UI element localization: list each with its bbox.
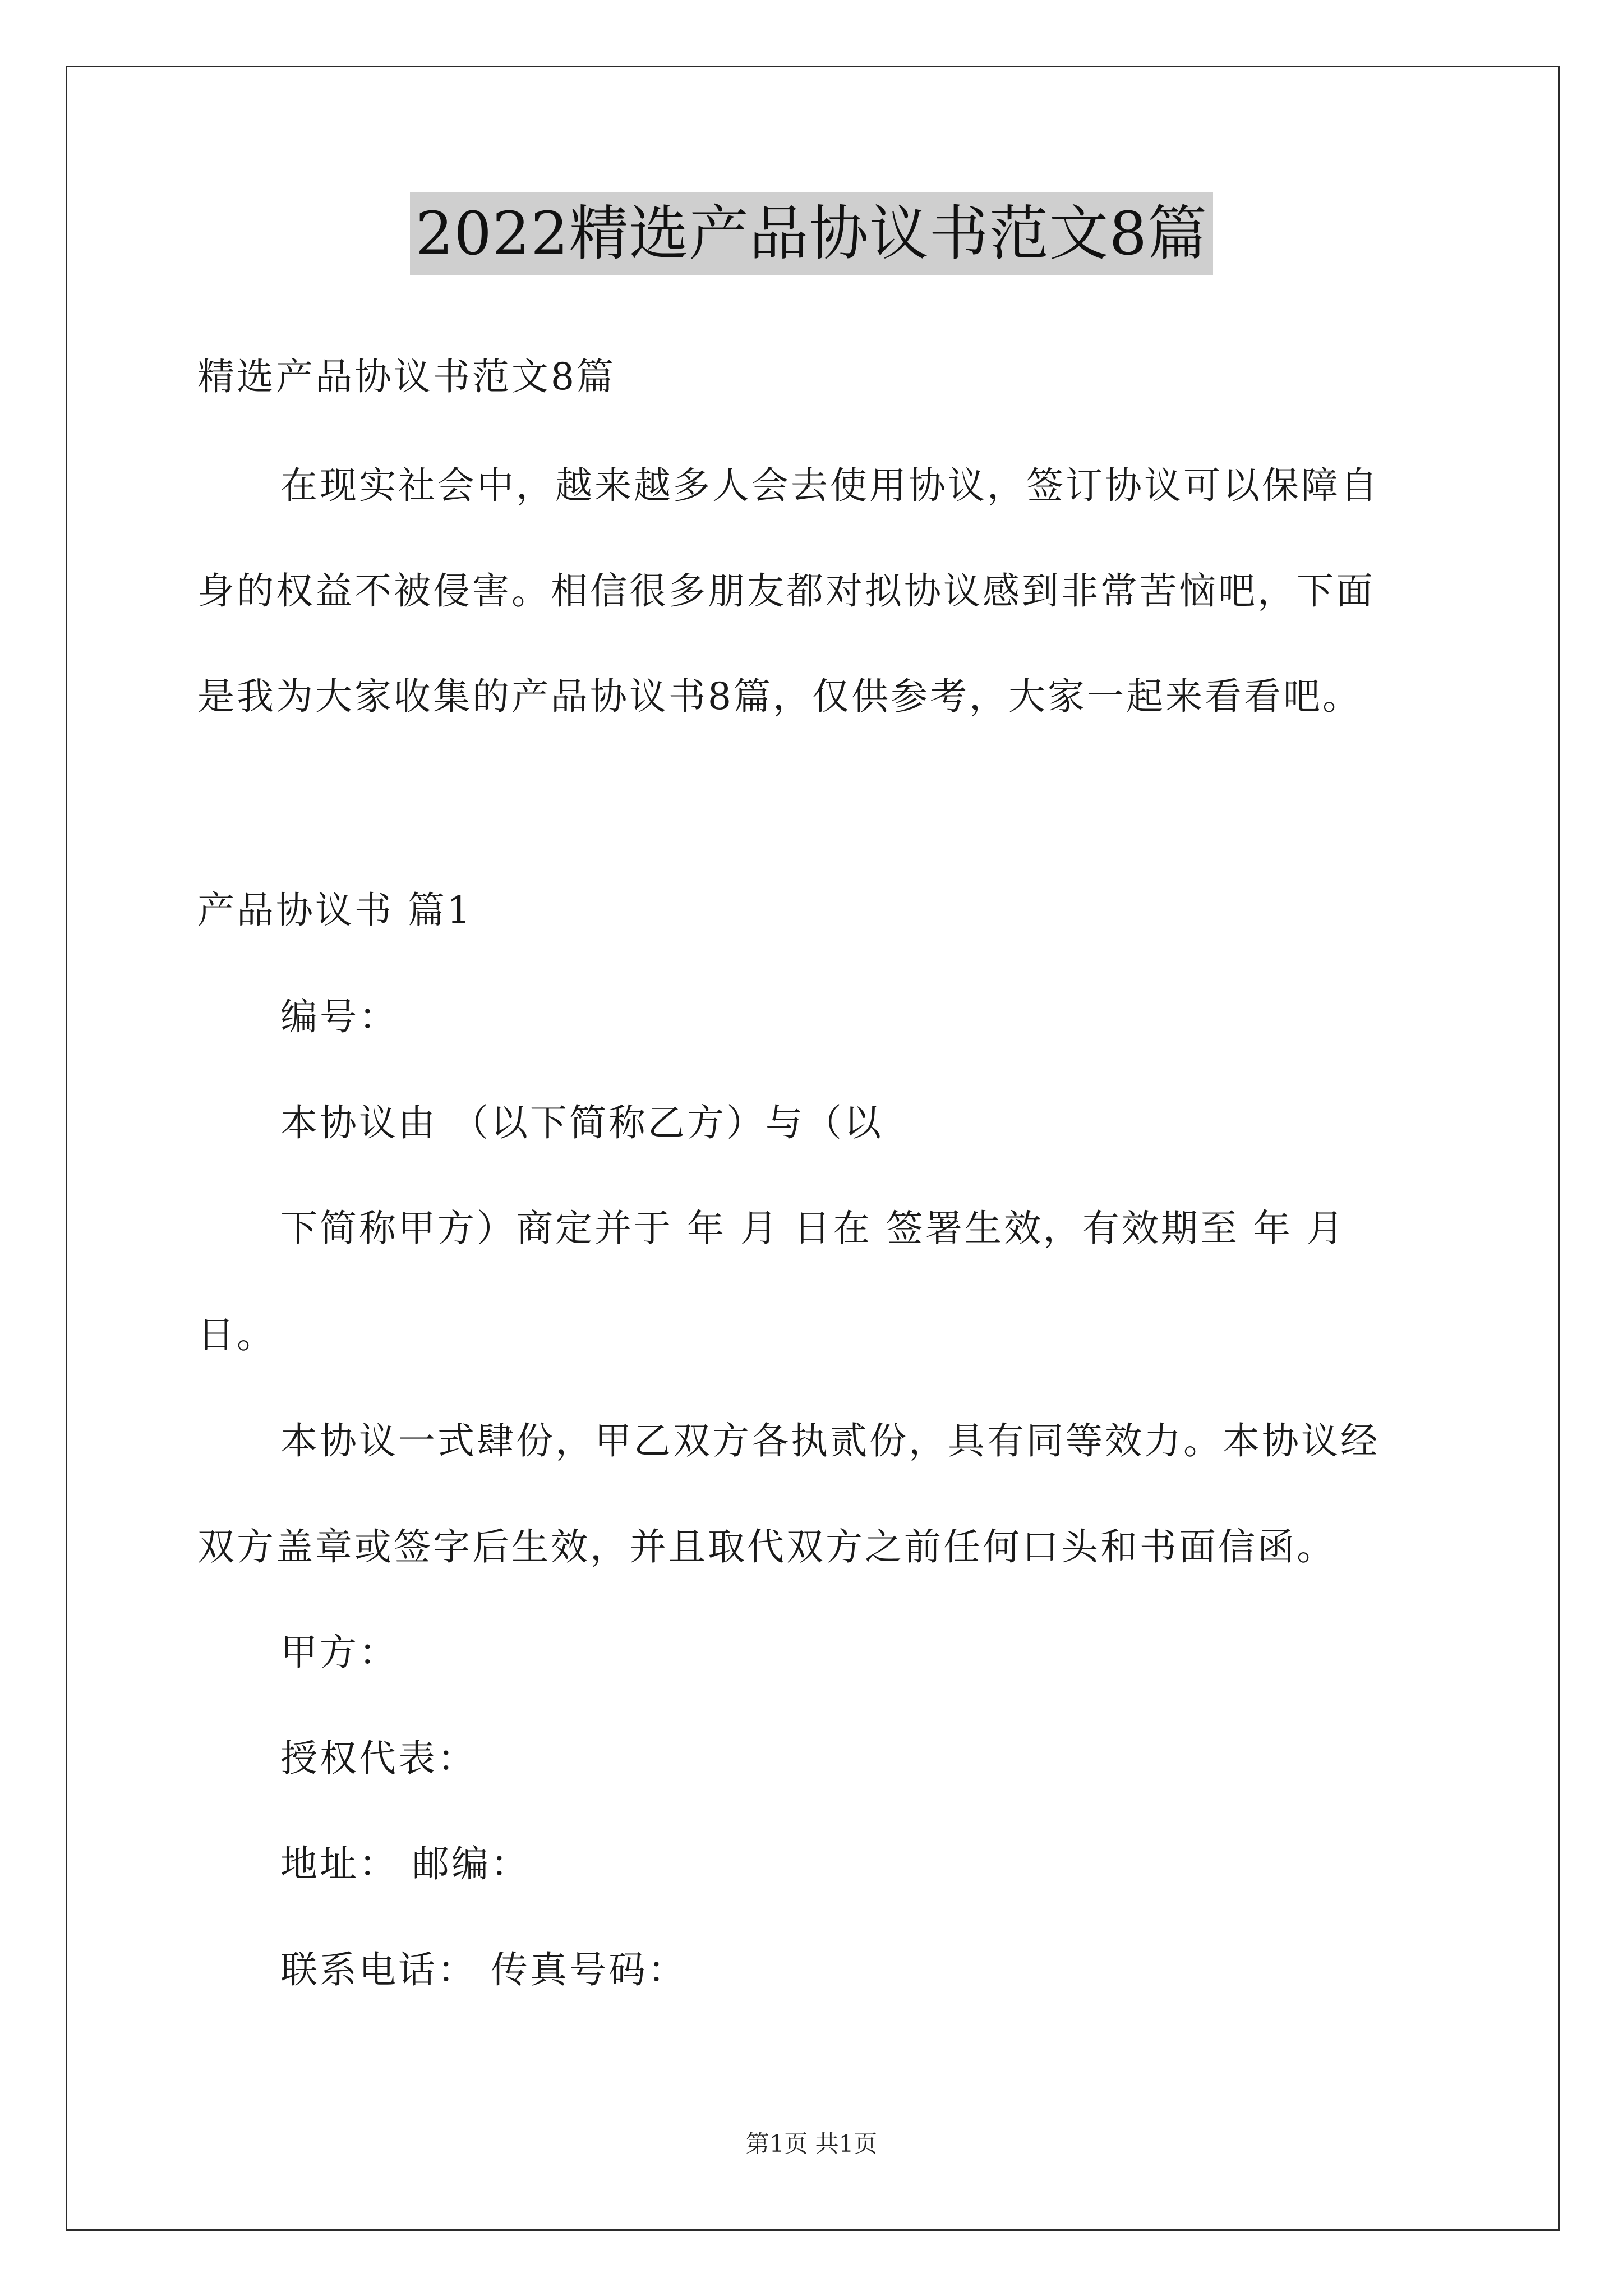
- agreement-line-1: 本协议由 （以下简称乙方）与（以: [280, 1101, 883, 1144]
- authorized-rep-label: 授权代表：: [280, 1737, 477, 1780]
- address-postcode-label: 地址： 邮编：: [280, 1842, 530, 1885]
- title-container: [0, 192, 1623, 275]
- section-heading: 产品协议书 篇1: [197, 889, 473, 932]
- intro-line-1: 在现实社会中，越来越多人会去使用协议，签订协议可以保障自: [280, 464, 1380, 507]
- field-number-label: 编号：: [280, 995, 398, 1038]
- phone-fax-label: 联系电话： 传真号码：: [280, 1948, 687, 1991]
- document-subtitle: 精选产品协议书范文8篇: [197, 355, 616, 398]
- document-title: 2022精选产品协议书范文8篇: [410, 192, 1213, 275]
- agreement-line-3: 日。: [197, 1313, 276, 1356]
- party-a-label: 甲方：: [280, 1631, 398, 1674]
- copies-line-1: 本协议一式肆份，甲乙双方各执贰份，具有同等效力。本协议经: [280, 1419, 1380, 1462]
- copies-line-2: 双方盖章或签字后生效，并且取代双方之前任何口头和书面信函。: [197, 1525, 1336, 1568]
- agreement-line-2: 下简称甲方）商定并于 年 月 日在 签署生效，有效期至 年 月: [280, 1207, 1346, 1250]
- intro-line-2: 身的权益不被侵害。相信很多朋友都对拟协议感到非常苦恼吧，下面: [197, 569, 1375, 613]
- intro-line-3: 是我为大家收集的产品协议书8篇，仅供参考，大家一起来看看吧。: [197, 675, 1362, 718]
- page-footer: 第1页 共1页: [745, 2130, 878, 2157]
